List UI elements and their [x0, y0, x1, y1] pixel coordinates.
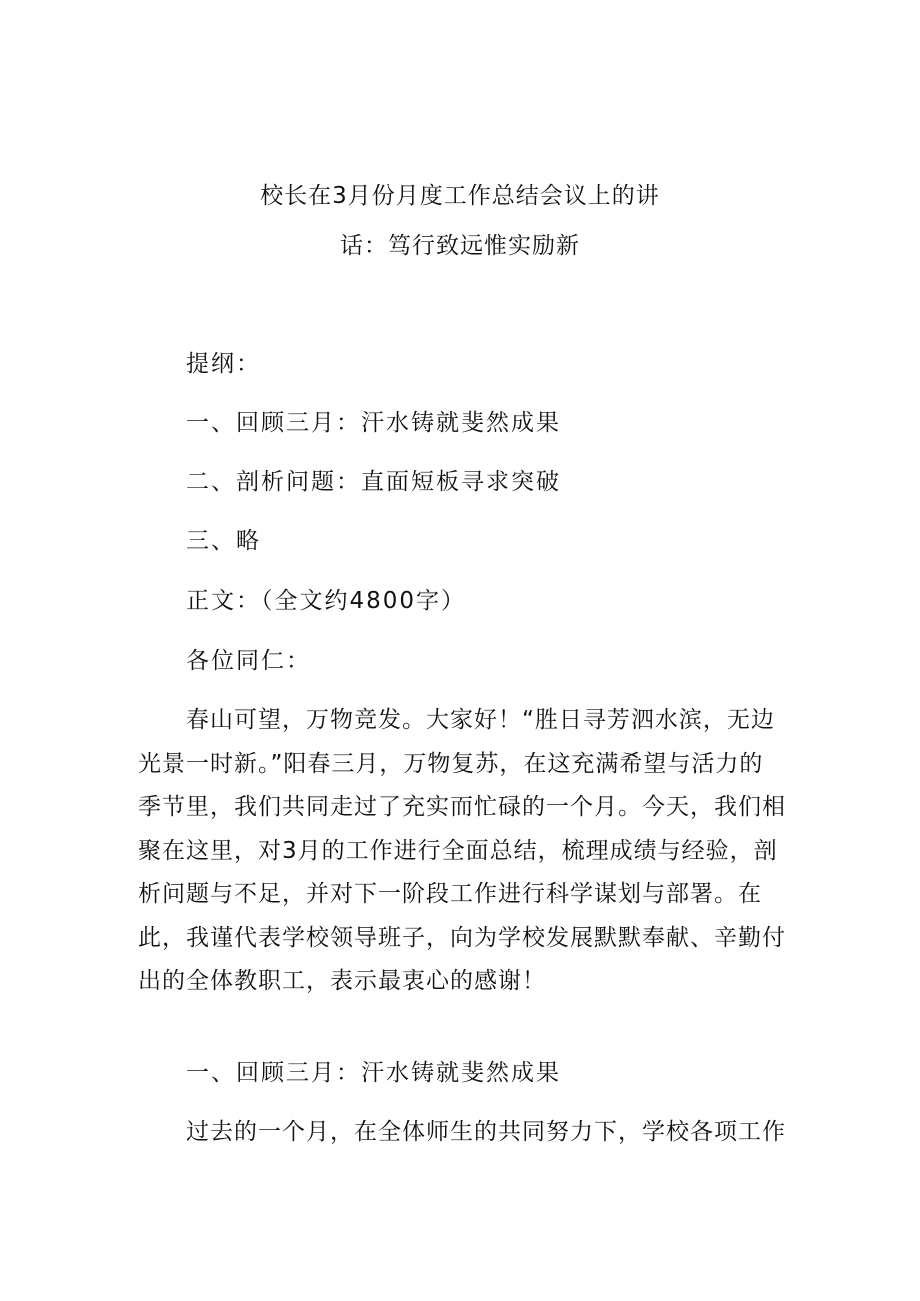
greeting: 各位同仁： — [186, 648, 311, 674]
paragraph-line: 光景一时新。”阳春三月，万物复苏，在这充满希望与活力的 — [138, 750, 764, 777]
paragraph-line: 过去的一个月，在全体师生的共同努力下，学校各项工作 — [186, 1119, 786, 1145]
section-paragraph — [138, 1111, 786, 1155]
paragraph-line: 季节里，我们共同走过了充实而忙碌的一个月。今天，我们相 — [138, 794, 786, 820]
outline-item: 一、回顾三月：汗水铸就斐然成果 — [186, 410, 561, 436]
section-heading: 一、回顾三月：汗水铸就斐然成果 — [186, 1060, 561, 1086]
document-title-line-2: 话：笃行致远惟实励新 — [340, 233, 580, 259]
opening-paragraph — [138, 699, 786, 1004]
document-title-line-1: 校长在3月份月度工作总结会议上的讲 — [260, 183, 660, 209]
paragraph-line: 析问题与不足，并对下一阶段工作进行科学谋划与部署。在 — [138, 881, 762, 907]
paragraph-line: 此，我谨代表学校领导班子，向为学校发展默默奉献、辛勤付 — [138, 924, 786, 951]
body-meta: 正文：（全文约4800字） — [186, 588, 467, 614]
outline-item: 二、剖析问题：直面短板寻求突破 — [186, 469, 561, 495]
outline-label: 提纲： — [186, 351, 261, 377]
paragraph-line: 出的全体教职工，表示最衷心的感谢！ — [138, 968, 546, 994]
outline-item: 三、略 — [186, 528, 261, 554]
paragraph-line: 聚在这里，对3月的工作进行全面总结，梳理成绩与经验，剖 — [138, 837, 778, 864]
paragraph-line: 春山可望，万物竞发。大家好！“胜日寻芳泗水滨，无边 — [186, 707, 775, 733]
